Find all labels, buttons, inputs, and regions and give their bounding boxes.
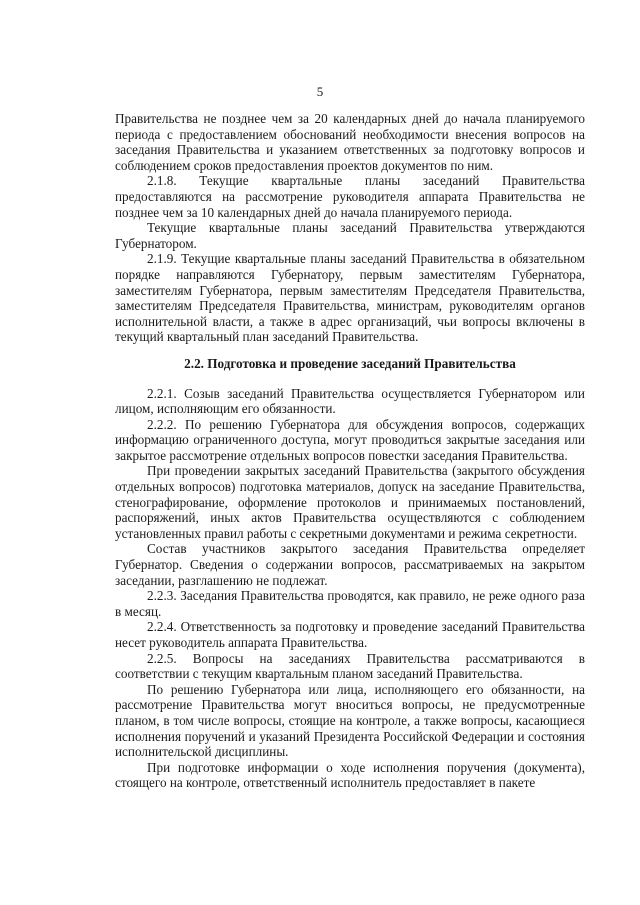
paragraph: 2.2.2. По решению Губернатора для обсуждения вопросов, содержащих информацию ограниченного доступа, могут проводиться закрытые заседания или закрытое рассмотрение отдельных вопросов повестки заседания Правительства. <box>115 416 585 463</box>
paragraph: По решению Губернатора или лица, исполняющего его обязанности, на рассмотрение Правительства могут вноситься вопросы, не предусмотренные планом, в том числе вопросы, стоящие на контроле, а также вопросы, касающиеся исполнения поручений и указаний Президента Российской Федерации и состояния исполнительской дисциплины. <box>115 681 585 760</box>
paragraph: Состав участников закрытого заседания Правительства определяет Губернатор. Сведения о содержании вопросов, рассматриваемых на закрытом заседании, разглашению не подлежат. <box>115 541 585 588</box>
paragraph: 2.2.5. Вопросы на заседаниях Правительства рассматриваются в соответствии с текущим квартальным планом заседаний Правительства. <box>115 650 585 682</box>
document-body <box>115 111 585 791</box>
section-heading: 2.2. Подготовка и проведение заседаний Правительства <box>184 355 516 371</box>
paragraph: 2.1.9. Текущие квартальные планы заседаний Правительства в обязательном порядке направляются Губернатору, первым заместителям Губернатора, заместителям Губернатора, первым заместителям Председателя Правительства, заместителям Председателя Правительства, министрам, руководителям органов исполнительной власти, а также в адрес организаций, чьи вопросы включены в текущий квартальный план заседаний Правительства. <box>115 251 585 345</box>
paragraph: Правительства не позднее чем за 20 календарных дней до начала планируемого периода с предоставлением обоснований необходимости внесения вопросов на заседания Правительства и указанием ответственных за подготовку вопросов и соблюдением сроков предоставления проектов документов по ним. <box>115 111 585 173</box>
paragraph: 2.2.4. Ответственность за подготовку и проведение заседаний Правительства несет руководитель аппарата Правительства. <box>115 619 585 650</box>
page-number: 5 <box>316 84 324 99</box>
paragraph: 2.2.1. Созыв заседаний Правительства осуществляется Губернатором или лицом, исполняющим его обязанности. <box>115 385 585 417</box>
paragraph: При проведении закрытых заседаний Правительства (закрытого обсуждения отдельных вопросов) подготовка материалов, допуск на заседание Правительства, стенографирование, оформление протоколов и принимаемых постановлений, распоряжений, иных актов Правительства осуществляются с соблюдением установленных правил работы с секретными документами и режима секретности. <box>115 463 585 541</box>
paragraph: 2.1.8. Текущие квартальные планы заседаний Правительства предоставляются на рассмотрение руководителя аппарата Правительства не позднее чем за 10 календарных дней до начала планируемого периода. <box>115 173 585 220</box>
paragraph: 2.2.3. Заседания Правительства проводятся, как правило, не реже одного раза в месяц. <box>115 588 585 619</box>
paragraph: Текущие квартальные планы заседаний Правительства утверждаются Губернатором. <box>115 220 585 251</box>
paragraph: При подготовке информации о ходе исполнения поручения (документа), стоящего на контроле, ответственный исполнитель предоставляет в пакете <box>115 759 585 791</box>
